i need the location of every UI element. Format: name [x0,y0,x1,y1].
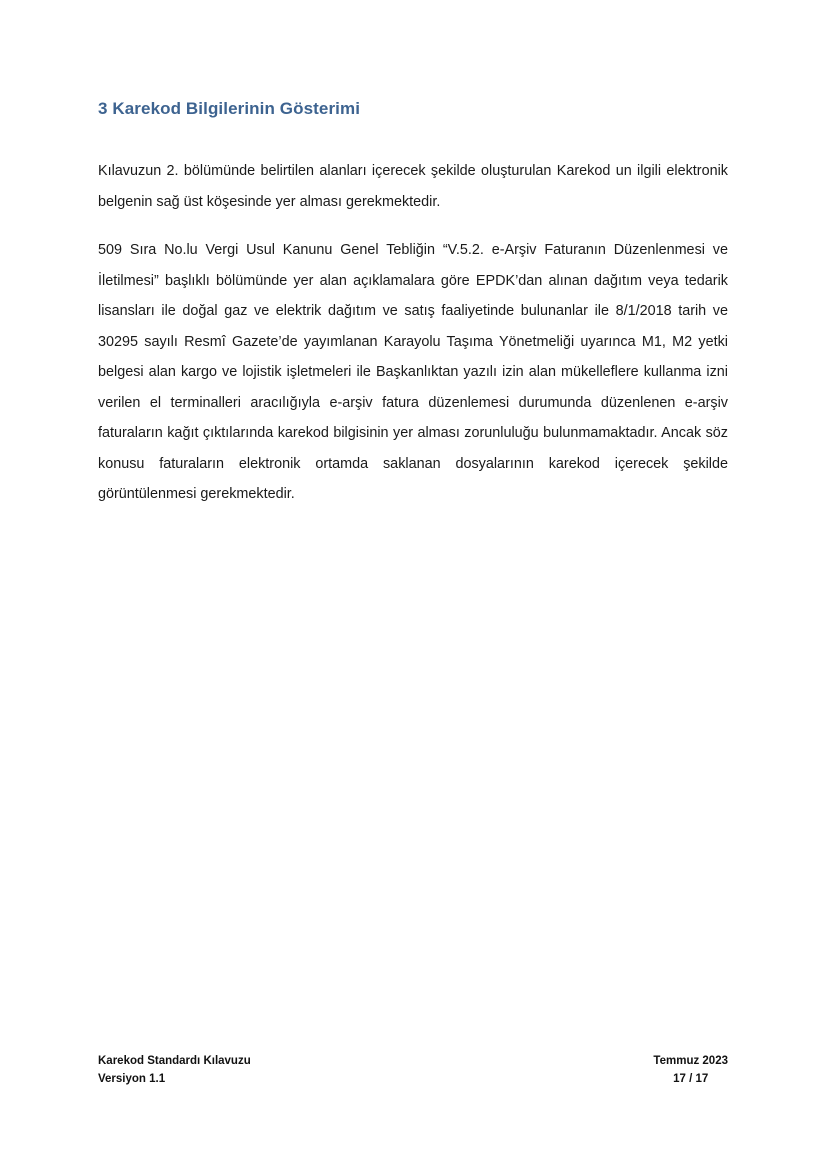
footer-left [98,1052,251,1088]
footer-doc-title: Karekod Standardı Kılavuzu [98,1055,251,1067]
footer-date: Temmuz 2023 [653,1055,728,1067]
section-heading: 3 Karekod Bilgilerinin Gösterimi [98,99,361,118]
footer-page-number: 17 / 17 [673,1073,709,1085]
footer-version: Versiyon 1.1 [98,1073,166,1085]
paragraph-1: Kılavuzun 2. bölümünde belirtilen alanları içerecek şekilde oluşturulan Karekod un ilgili elektronik belgenin sağ üst köşesinde yer alması gerekmektedir. [98,163,728,210]
footer-right [653,1052,728,1088]
paragraph-2: 509 Sıra No.lu Vergi Usul Kanunu Genel Tebliğin “V.5.2. e-Arşiv Faturanın Düzenlenmesi ve İletilmesi” başlıklı bölümünde yer alan açıklamalara göre EPDK’dan alınan dağıtım veya tedarik lisansları ile doğal gaz ve elektrik dağıtım ve satış faaliyetinde bulunanlar ile 8/1/2018 tarih ve 30295 sayılı Resmî Gazete’de yayımlanan Karayolu Taşıma Yönetmeliği uyarınca M1, M2 yetki belgesi alan kargo ve lojistik işletmeleri ile Başkanlıktan yazılı izin alan mükelleflere kullanma izni verilen el terminalleri aracılığıyla e-arşiv fatura düzenlemesi durumunda düzenlenen e-arşiv faturaların kağıt çıktılarında karekod bilgisinin yer alması zorunluluğu bulunmamaktadır. Ancak söz konusu faturaların elektronik ortamda saklanan dosyalarının karekod içerecek şekilde görüntülenmesi gerekmektedir. [98,242,728,502]
